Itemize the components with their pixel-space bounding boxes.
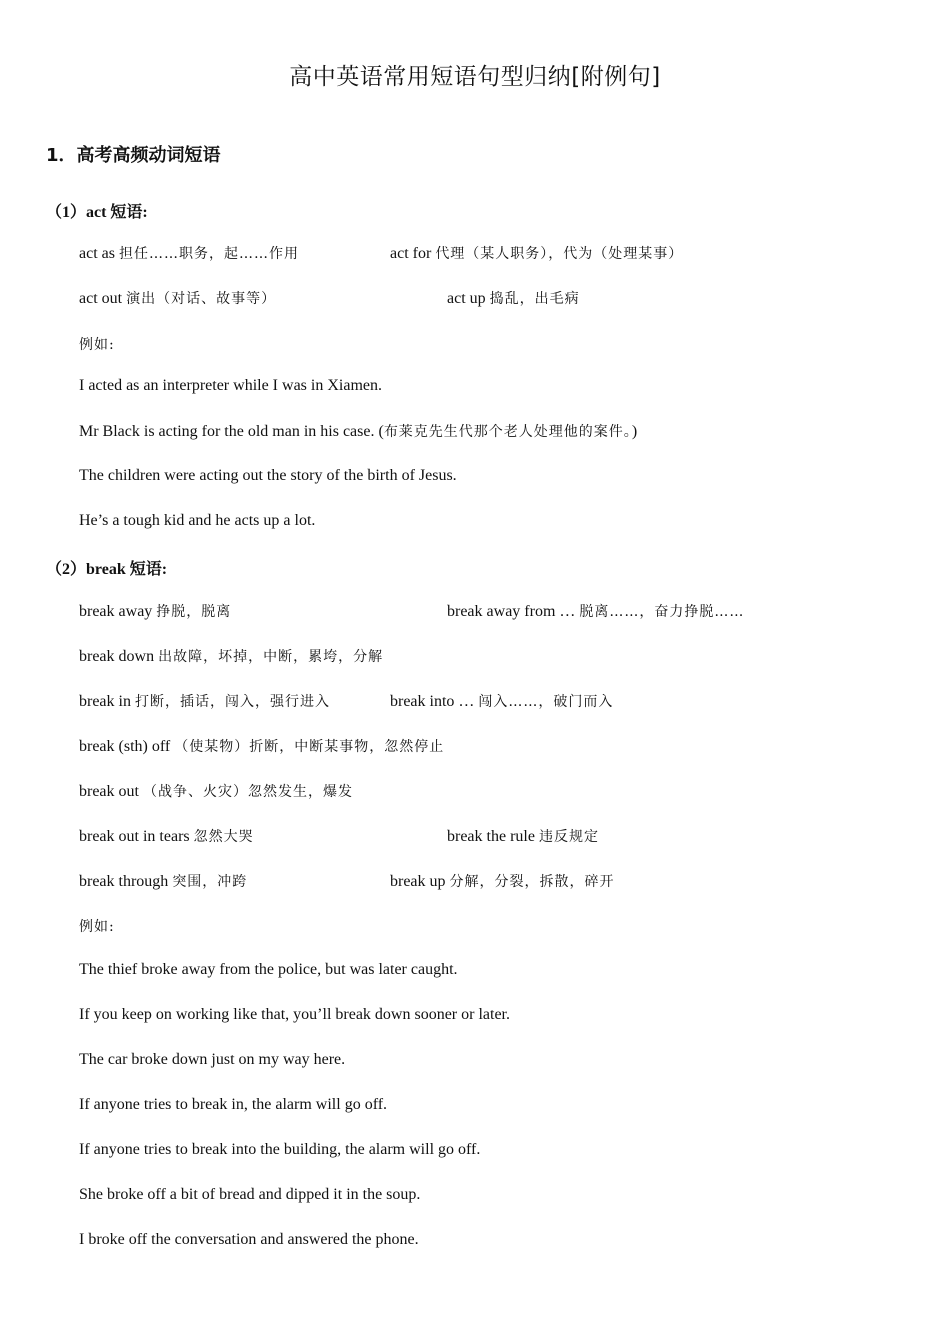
example-label: 例如:: [79, 337, 115, 353]
phrase-en: act up: [447, 290, 490, 307]
example-sentence: The car broke down just on my way here.: [79, 1051, 346, 1068]
phrase-zh: 代理（某人职务），代为（处理某事）: [435, 246, 684, 262]
phrase-break-in: [79, 691, 330, 711]
phrase-break-up: [390, 871, 615, 891]
phrase-zh: 担任……职务，起……作用: [118, 246, 299, 262]
phrase-zh: 捣乱，出毛病: [489, 291, 580, 307]
phrase-en: break down: [79, 648, 159, 665]
example-sentence: If you keep on working like that, you’ll break down sooner or later.: [79, 1006, 510, 1023]
phrase-zh: 闯入……，破门而入: [478, 694, 614, 710]
phrase-zh: 挣脱，脱离: [156, 604, 232, 620]
phrase-zh: 打断，插话，闯入，强行进入: [134, 694, 330, 710]
example-zh: 布莱克先生代那个老人处理他的案件。: [383, 424, 632, 440]
phrase-en: break in: [79, 693, 135, 710]
phrase-act-as: [79, 243, 299, 263]
phrase-break-away: [79, 601, 231, 621]
phrase-act-for: [390, 243, 683, 263]
example-sentence: The thief broke away from the police, but was later caught.: [79, 961, 458, 978]
phrase-zh: 分解，分裂，拆散，碎开: [449, 874, 615, 890]
example-label: 例如:: [79, 919, 115, 935]
phrase-zh: 违反规定: [538, 829, 599, 845]
phrase-zh: （战争、火灾）忽然发生，爆发: [142, 784, 353, 800]
example-sentence: [79, 421, 637, 441]
phrase-en: break into …: [390, 693, 479, 710]
phrase-break-away-from: [447, 601, 744, 621]
example-sentence: She broke off a bit of bread and dipped it in the soup.: [79, 1186, 421, 1203]
phrase-zh: 忽然大哭: [193, 829, 254, 845]
phrase-break-out-in-tears: [79, 826, 254, 846]
phrase-en: break up: [390, 873, 450, 890]
phrase-en: break through: [79, 873, 173, 890]
phrase-en: act for: [390, 245, 436, 262]
example-sentence: He’s a tough kid and he acts up a lot.: [79, 512, 316, 529]
phrase-zh: 出故障，坏掉，中断，累垮，分解: [158, 649, 384, 665]
subsection-heading-act: （1）act 短语:: [46, 204, 148, 221]
subsection-heading-break: （2）break 短语:: [46, 561, 168, 578]
phrase-break-through: [79, 871, 247, 891]
phrase-en: break out: [79, 783, 143, 800]
phrase-break-the-rule: [447, 826, 599, 846]
phrase-break-down: [79, 646, 383, 666]
phrase-en: break away: [79, 603, 157, 620]
example-paren: ): [631, 423, 638, 440]
example-sentence: I broke off the conversation and answered the phone.: [79, 1231, 419, 1248]
phrase-en: break the rule: [447, 828, 539, 845]
document-title: 高中英语常用短语句型归纳[附例句]: [289, 64, 661, 90]
phrase-act-up: [447, 288, 580, 308]
phrase-break-off: [79, 736, 444, 756]
phrase-act-out: [79, 288, 276, 308]
example-en: Mr Black is acting for the old man in his case. (: [79, 423, 384, 440]
phrase-en: break (sth) off: [79, 738, 175, 755]
phrase-zh: （使某物）折断，中断某事物，忽然停止: [174, 739, 445, 755]
example-sentence: If anyone tries to break in, the alarm will go off.: [79, 1096, 388, 1113]
phrase-zh: 演出（对话、故事等）: [126, 291, 277, 307]
phrase-en: break away from …: [447, 603, 580, 620]
phrase-break-into: [390, 691, 613, 711]
section-heading: 1．高考高频动词短语: [46, 145, 221, 166]
phrase-break-out: [79, 781, 353, 801]
phrase-en: act out: [79, 290, 127, 307]
phrase-zh: 脱离……，奋力挣脱……: [579, 604, 745, 620]
example-sentence: I acted as an interpreter while I was in Xiamen.: [79, 377, 382, 394]
phrase-zh: 突围，冲跨: [172, 874, 248, 890]
example-sentence: If anyone tries to break into the building, the alarm will go off.: [79, 1141, 481, 1158]
example-sentence: The children were acting out the story of the birth of Jesus.: [79, 467, 457, 484]
phrase-en: break out in tears: [79, 828, 194, 845]
phrase-en: act as: [79, 245, 119, 262]
